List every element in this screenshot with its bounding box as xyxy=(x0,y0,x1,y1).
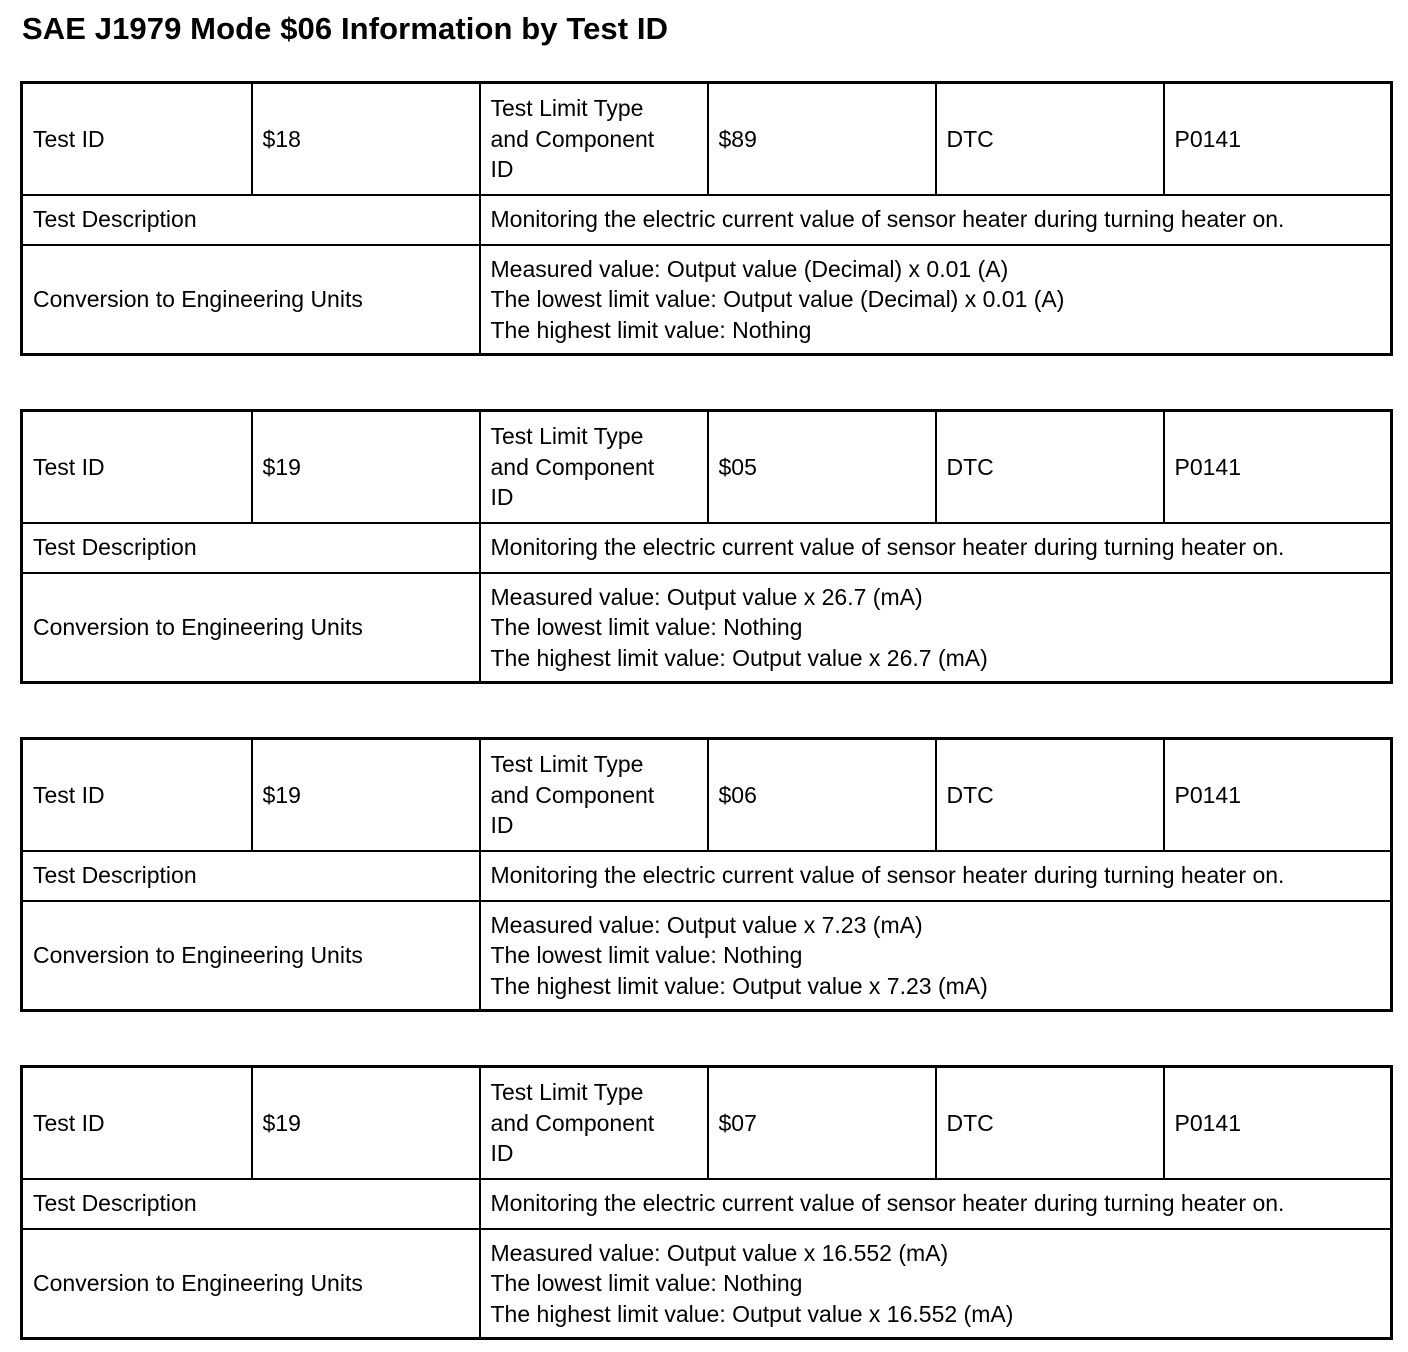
test-id-row xyxy=(22,739,1392,851)
highest-limit-line: The highest limit value: Nothing xyxy=(490,316,812,343)
test-description-label: Test Description xyxy=(22,195,480,245)
limit-type-label-line: Test Limit Type xyxy=(490,751,644,777)
conversion-row xyxy=(22,573,1392,683)
lowest-limit-line: The lowest limit value: Nothing xyxy=(490,1270,803,1296)
conversion-value xyxy=(480,573,1392,683)
conversion-row xyxy=(22,1229,1392,1339)
measured-value-line: Measured value: Output value x 16.552 (mA) xyxy=(490,1239,949,1266)
dtc-label: DTC xyxy=(936,411,1164,523)
test-id-row xyxy=(22,411,1392,523)
test-id-value: $19 xyxy=(252,411,480,523)
limit-type-label-line: Test Limit Type xyxy=(490,1079,644,1105)
conversion-label: Conversion to Engineering Units xyxy=(22,245,480,355)
test-id-label: Test ID xyxy=(22,1067,252,1179)
measured-value-line: Measured value: Output value (Decimal) x 0.01 (A) xyxy=(490,255,1009,282)
conversion-label: Conversion to Engineering Units xyxy=(22,901,480,1011)
limit-type-value: $05 xyxy=(708,411,936,523)
limit-type-value: $07 xyxy=(708,1067,936,1179)
dtc-label: DTC xyxy=(936,1067,1164,1179)
test-id-row xyxy=(22,83,1392,195)
highest-limit-line: The highest limit value: Output value x 7.23 (mA) xyxy=(490,972,988,999)
test-description-label: Test Description xyxy=(22,523,480,573)
conversion-label: Conversion to Engineering Units xyxy=(22,1229,480,1339)
test-description-value: Monitoring the electric current value of sensor heater during turning heater on. xyxy=(480,523,1392,573)
test-id-table xyxy=(20,737,1393,1012)
lowest-limit-line: The lowest limit value: Output value (Decimal) x 0.01 (A) xyxy=(490,286,1065,312)
limit-type-label-line: and Component xyxy=(490,781,655,808)
conversion-label: Conversion to Engineering Units xyxy=(22,573,480,683)
measured-value-line: Measured value: Output value x 26.7 (mA) xyxy=(490,583,923,610)
conversion-row xyxy=(22,901,1392,1011)
limit-type-label-line: and Component xyxy=(490,453,655,480)
test-id-table xyxy=(20,1065,1393,1340)
test-id-table xyxy=(20,81,1393,356)
test-description-label: Test Description xyxy=(22,1179,480,1229)
measured-value-line: Measured value: Output value x 7.23 (mA) xyxy=(490,911,923,938)
limit-type-label xyxy=(480,739,708,851)
limit-type-label-line: ID xyxy=(490,812,514,838)
dtc-label: DTC xyxy=(936,83,1164,195)
lowest-limit-line: The lowest limit value: Nothing xyxy=(490,942,803,968)
test-description-row xyxy=(22,1179,1392,1229)
test-id-value: $19 xyxy=(252,739,480,851)
limit-type-label xyxy=(480,83,708,195)
test-id-row xyxy=(22,1067,1392,1179)
highest-limit-line: The highest limit value: Output value x 16.552 (mA) xyxy=(490,1300,1014,1327)
limit-type-label-line: and Component xyxy=(490,125,655,152)
test-id-label: Test ID xyxy=(22,411,252,523)
dtc-value: P0141 xyxy=(1164,739,1392,851)
limit-type-label-line: ID xyxy=(490,1140,514,1166)
test-id-value: $18 xyxy=(252,83,480,195)
dtc-value: P0141 xyxy=(1164,411,1392,523)
limit-type-label xyxy=(480,411,708,523)
conversion-value xyxy=(480,245,1392,355)
page-title: SAE J1979 Mode $06 Information by Test ID xyxy=(22,11,669,46)
limit-type-value: $06 xyxy=(708,739,936,851)
test-description-row xyxy=(22,851,1392,901)
test-id-label: Test ID xyxy=(22,83,252,195)
dtc-value: P0141 xyxy=(1164,1067,1392,1179)
conversion-row xyxy=(22,245,1392,355)
conversion-value xyxy=(480,901,1392,1011)
test-description-value: Monitoring the electric current value of sensor heater during turning heater on. xyxy=(480,1179,1392,1229)
limit-type-label-line: ID xyxy=(490,484,514,510)
test-description-value: Monitoring the electric current value of sensor heater during turning heater on. xyxy=(480,195,1392,245)
conversion-value xyxy=(480,1229,1392,1339)
test-id-table xyxy=(20,409,1393,684)
test-description-value: Monitoring the electric current value of sensor heater during turning heater on. xyxy=(480,851,1392,901)
dtc-value: P0141 xyxy=(1164,83,1392,195)
limit-type-label-line: Test Limit Type xyxy=(490,95,644,121)
limit-type-label-line: and Component xyxy=(490,1109,655,1136)
limit-type-label xyxy=(480,1067,708,1179)
limit-type-label-line: Test Limit Type xyxy=(490,423,644,449)
limit-type-label-line: ID xyxy=(490,156,514,182)
dtc-label: DTC xyxy=(936,739,1164,851)
test-description-row xyxy=(22,523,1392,573)
highest-limit-line: The highest limit value: Output value x 26.7 (mA) xyxy=(490,644,988,671)
test-description-row xyxy=(22,195,1392,245)
test-description-label: Test Description xyxy=(22,851,480,901)
limit-type-value: $89 xyxy=(708,83,936,195)
lowest-limit-line: The lowest limit value: Nothing xyxy=(490,614,803,640)
test-id-value: $19 xyxy=(252,1067,480,1179)
test-id-label: Test ID xyxy=(22,739,252,851)
